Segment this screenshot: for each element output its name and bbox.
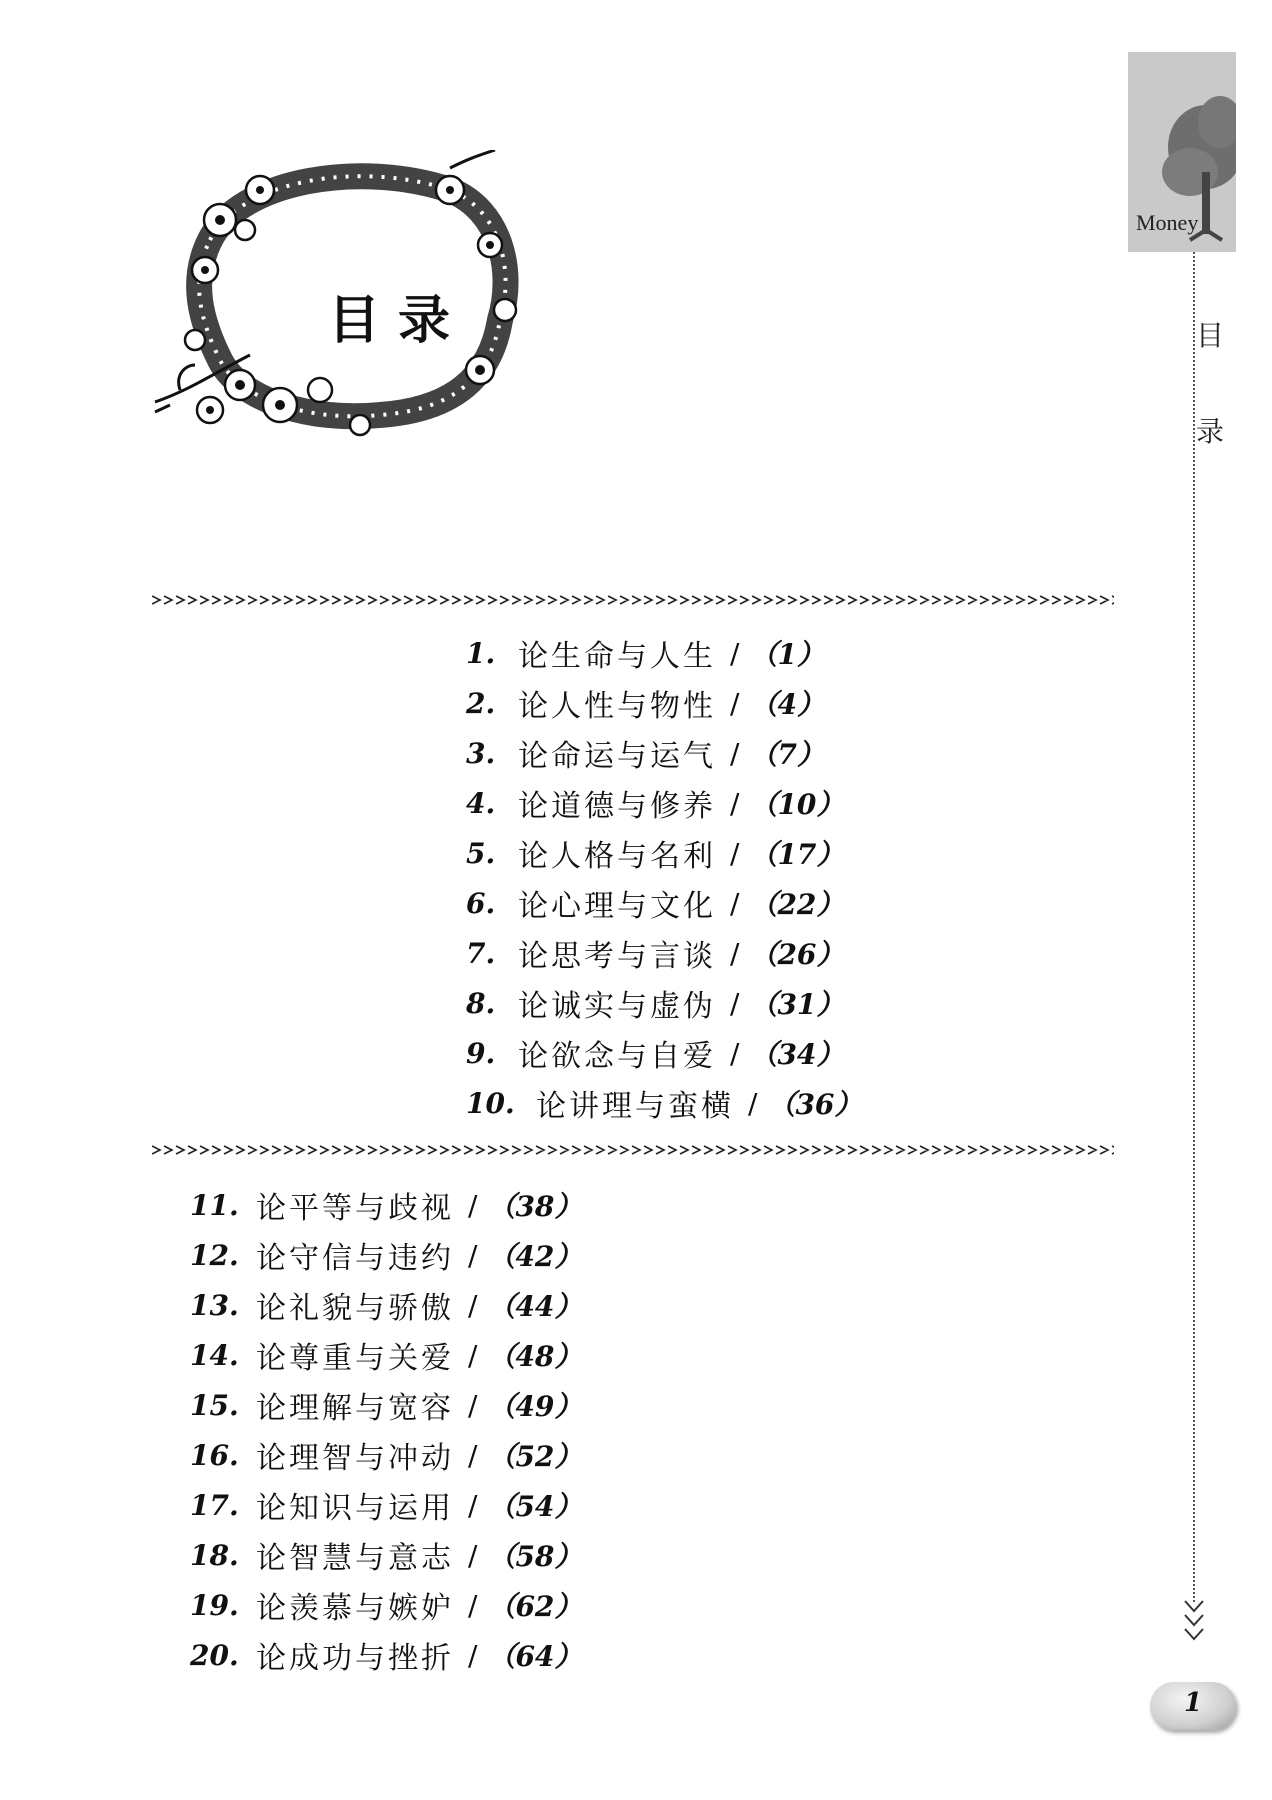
toc-entry[interactable]	[466, 878, 862, 928]
toc-entry[interactable]	[190, 1530, 582, 1580]
toc-page-ref: （58）	[487, 1540, 583, 1573]
toc-entry[interactable]	[466, 928, 862, 978]
toc-number: 20.	[190, 1638, 239, 1672]
toc-title: 论思考与言谈	[518, 939, 716, 974]
toc-separator: /	[468, 1288, 478, 1322]
toc-page-ref: （31）	[749, 988, 845, 1021]
toc-title: 论生命与人生	[518, 639, 716, 674]
toc-title: 论尊重与关爱	[256, 1341, 454, 1376]
toc-separator: /	[730, 736, 740, 770]
toc-entry[interactable]	[466, 978, 862, 1028]
toc-page-ref: （49）	[487, 1390, 583, 1423]
toc-number: 11.	[190, 1188, 239, 1222]
toc-entry[interactable]	[466, 1078, 862, 1128]
toc-separator: /	[730, 636, 740, 670]
toc-title: 论平等与歧视	[256, 1191, 454, 1226]
toc-number: 6.	[466, 886, 496, 920]
toc-page-ref: （17）	[749, 838, 845, 871]
toc-number: 13.	[190, 1288, 239, 1322]
toc-title: 论命运与运气	[518, 739, 716, 774]
toc-title: 论心理与文化	[518, 889, 716, 924]
toc-page-ref: （7）	[749, 738, 825, 771]
toc-title: 论守信与违约	[256, 1241, 454, 1276]
toc-number: 19.	[190, 1588, 239, 1622]
toc-entry[interactable]	[466, 828, 862, 878]
toc-number: 4.	[466, 786, 496, 820]
margin-dotted-line	[1193, 252, 1195, 1602]
toc-title: 论诚实与虚伪	[518, 989, 716, 1024]
toc-title: 论智慧与意志	[256, 1541, 454, 1576]
toc-entry[interactable]	[466, 778, 862, 828]
toc-entry[interactable]	[466, 728, 862, 778]
toc-title: 论讲理与蛮横	[536, 1089, 734, 1124]
toc-title: 论人格与名利	[518, 839, 716, 874]
toc-entry[interactable]	[190, 1180, 582, 1230]
toc-title: 论羡慕与嫉妒	[256, 1591, 454, 1626]
toc-separator: /	[468, 1238, 478, 1272]
toc-entry[interactable]	[190, 1380, 582, 1430]
toc-entry[interactable]	[190, 1330, 582, 1380]
toc-separator: /	[468, 1188, 478, 1222]
toc-title: 论理解与宽容	[256, 1391, 454, 1426]
toc-entry[interactable]	[190, 1580, 582, 1630]
toc-list-2	[190, 1180, 582, 1680]
toc-page-ref: （62）	[487, 1590, 583, 1623]
toc-entry[interactable]	[190, 1480, 582, 1530]
double-chevron-down-icon	[1181, 1595, 1207, 1645]
wavy-divider-middle	[152, 1142, 1114, 1158]
toc-page-ref: （34）	[749, 1038, 845, 1071]
toc-entry[interactable]	[466, 678, 862, 728]
toc-separator: /	[730, 786, 740, 820]
toc-page-ref: （52）	[487, 1440, 583, 1473]
toc-number: 7.	[466, 936, 496, 970]
toc-page-ref: （54）	[487, 1490, 583, 1523]
toc-page-ref: （42）	[487, 1240, 583, 1273]
page-title: 目录	[327, 291, 468, 351]
toc-separator: /	[748, 1086, 758, 1120]
toc-number: 18.	[190, 1538, 239, 1572]
toc-title: 论成功与挫折	[256, 1641, 454, 1676]
page-number-badge	[1150, 1682, 1236, 1730]
toc-page-ref: （4）	[749, 688, 825, 721]
wavy-divider-top	[152, 592, 1114, 608]
toc-title: 论理智与冲动	[256, 1441, 454, 1476]
toc-number: 8.	[466, 986, 496, 1020]
toc-title: 论知识与运用	[256, 1491, 454, 1526]
toc-separator: /	[468, 1438, 478, 1472]
toc-page-ref: （64）	[487, 1640, 583, 1673]
toc-number: 10.	[466, 1086, 515, 1120]
toc-number: 1.	[466, 636, 496, 670]
page-number: 1	[1183, 1688, 1203, 1718]
toc-page-ref: （38）	[487, 1190, 583, 1223]
toc-separator: /	[468, 1488, 478, 1522]
toc-number: 9.	[466, 1036, 496, 1070]
toc-list-1	[466, 628, 862, 1128]
side-section-label	[1196, 288, 1226, 480]
toc-number: 16.	[190, 1438, 239, 1472]
toc-entry[interactable]	[466, 1028, 862, 1078]
toc-number: 14.	[190, 1338, 239, 1372]
toc-separator: /	[730, 686, 740, 720]
toc-number: 12.	[190, 1238, 239, 1272]
toc-separator: /	[468, 1388, 478, 1422]
side-label-char: 录	[1196, 415, 1225, 448]
toc-number: 3.	[466, 736, 496, 770]
toc-page-ref: （26）	[749, 938, 845, 971]
toc-page-ref: （36）	[767, 1088, 863, 1121]
toc-entry[interactable]	[190, 1280, 582, 1330]
toc-title: 论欲念与自爱	[518, 1039, 716, 1074]
toc-page-ref: （10）	[749, 788, 845, 821]
toc-separator: /	[730, 936, 740, 970]
toc-separator: /	[730, 886, 740, 920]
toc-separator: /	[468, 1638, 478, 1672]
toc-page-ref: （1）	[749, 638, 825, 671]
toc-title: 论礼貌与骄傲	[256, 1291, 454, 1326]
toc-number: 5.	[466, 836, 496, 870]
money-tree-logo	[1128, 52, 1236, 252]
toc-separator: /	[468, 1538, 478, 1572]
toc-title: 论人性与物性	[518, 689, 716, 724]
toc-entry[interactable]	[466, 628, 862, 678]
toc-separator: /	[730, 1036, 740, 1070]
toc-separator: /	[468, 1338, 478, 1372]
toc-separator: /	[730, 836, 740, 870]
toc-page-ref: （48）	[487, 1340, 583, 1373]
toc-number: 15.	[190, 1388, 239, 1422]
toc-entry[interactable]	[190, 1430, 582, 1480]
toc-separator: /	[468, 1588, 478, 1622]
toc-entry[interactable]	[190, 1230, 582, 1280]
toc-entry[interactable]	[190, 1630, 582, 1680]
brand-text: Money	[1136, 210, 1199, 235]
toc-title: 论道德与修养	[518, 789, 716, 824]
toc-separator: /	[730, 986, 740, 1020]
toc-page-ref: （22）	[749, 888, 845, 921]
toc-number: 2.	[466, 686, 496, 720]
toc-page-ref: （44）	[487, 1290, 583, 1323]
toc-number: 17.	[190, 1488, 239, 1522]
side-label-char: 目	[1196, 319, 1225, 352]
